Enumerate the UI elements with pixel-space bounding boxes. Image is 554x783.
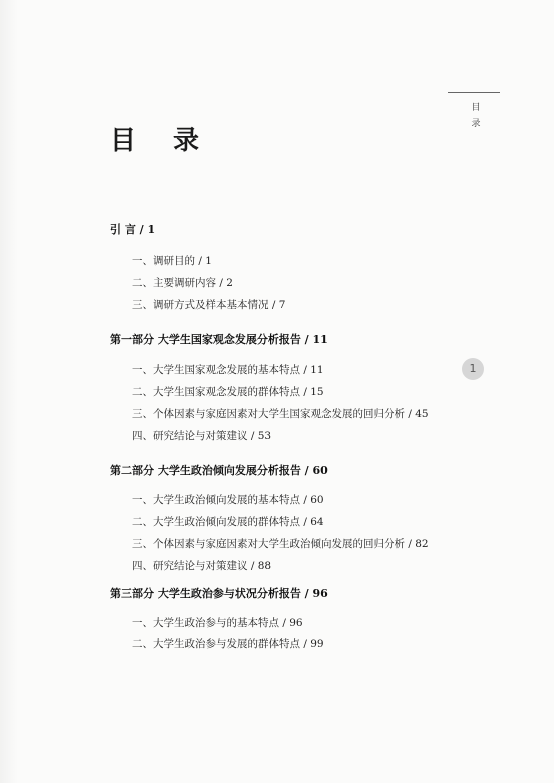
toc-section-heading: 第二部分 大学生政治倾向发展分析报告 / 60 bbox=[110, 464, 328, 477]
toc-entry: 三、个体因素与家庭因素对大学生国家观念发展的回归分析 / 45 bbox=[132, 408, 429, 420]
toc-entry: 一、大学生政治倾向发展的基本特点 / 60 bbox=[132, 494, 324, 506]
toc-entry: 二、大学生国家观念发展的群体特点 / 15 bbox=[132, 386, 324, 398]
page-number-badge: 1 bbox=[462, 358, 484, 380]
toc-entry: 一、大学生政治参与的基本特点 / 96 bbox=[132, 617, 303, 629]
toc-entry: 一、大学生国家观念发展的基本特点 / 11 bbox=[132, 364, 324, 376]
toc-entry: 一、调研目的 / 1 bbox=[132, 255, 212, 267]
toc-entry: 二、大学生政治参与发展的群体特点 / 99 bbox=[132, 638, 324, 650]
running-header-char: 目 bbox=[471, 103, 481, 113]
toc-entry: 二、大学生政治倾向发展的群体特点 / 64 bbox=[132, 516, 324, 528]
running-header-char: 录 bbox=[471, 119, 481, 129]
page-title: 目 录 bbox=[110, 126, 214, 156]
toc-entry: 四、研究结论与对策建议 / 88 bbox=[132, 560, 272, 572]
toc-entry: 三、调研方式及样本基本情况 / 7 bbox=[132, 299, 286, 311]
toc-section-heading: 第三部分 大学生政治参与状况分析报告 / 96 bbox=[110, 587, 328, 600]
toc-entry: 四、研究结论与对策建议 / 53 bbox=[132, 430, 272, 442]
toc-entry: 三、个体因素与家庭因素对大学生政治倾向发展的回归分析 / 82 bbox=[132, 538, 429, 550]
toc-section-heading: 引 言 / 1 bbox=[110, 223, 156, 236]
running-header bbox=[469, 100, 483, 132]
toc-section-heading: 第一部分 大学生国家观念发展分析报告 / 11 bbox=[110, 333, 328, 346]
toc-entry: 二、主要调研内容 / 2 bbox=[132, 277, 233, 289]
header-rule bbox=[448, 92, 500, 93]
